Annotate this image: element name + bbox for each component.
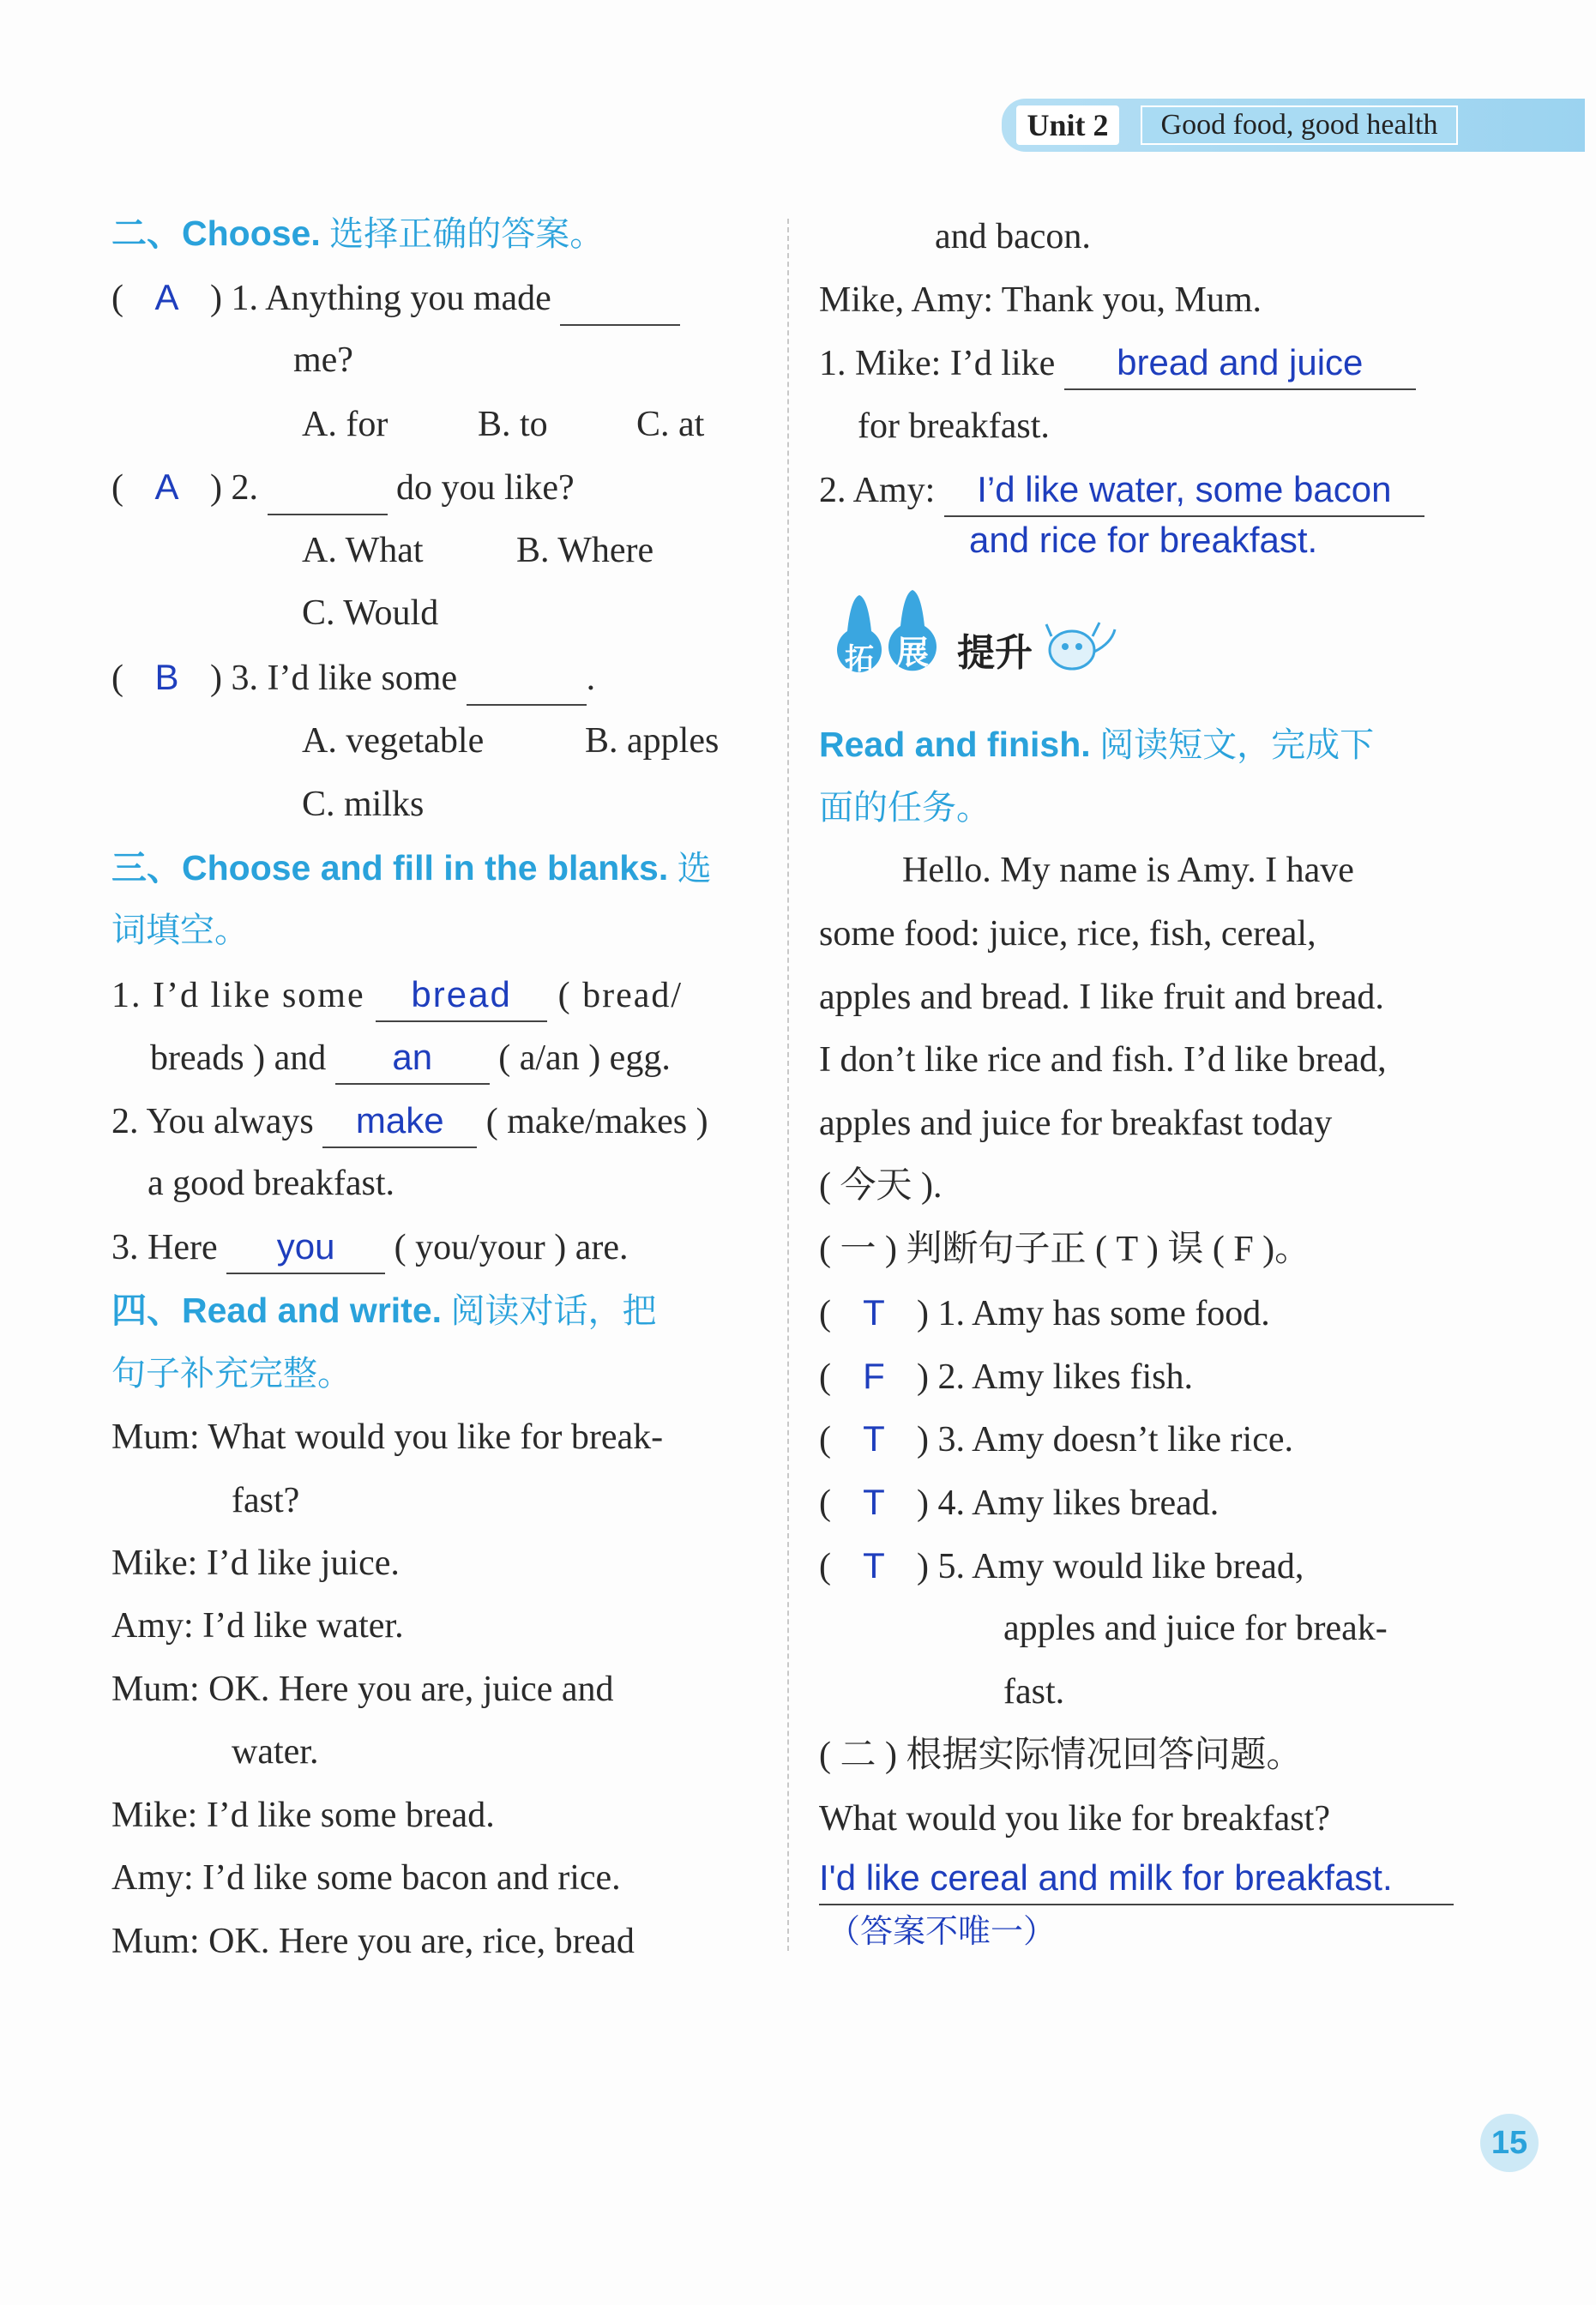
part2-answer: I'd like cereal and milk for breakfast. xyxy=(819,1852,1454,1905)
part1-heading: ( 一 ) 判断句子正 ( T ) 误 ( F )。 xyxy=(819,1230,1311,1269)
tf-row-5-cont: fast. xyxy=(1003,1672,1065,1712)
extension-badge-graphic xyxy=(815,590,1123,693)
passage-line: apples and juice for breakfast today xyxy=(819,1104,1333,1143)
dialog-line: Amy: I’d like water. xyxy=(111,1606,404,1646)
s3-3-answer: you xyxy=(226,1221,385,1274)
s3-2-answer: make xyxy=(322,1095,477,1148)
tf-row-5-cont: apples and juice for break- xyxy=(1003,1609,1388,1648)
column-divider xyxy=(787,219,789,1951)
tf-row-1: ( T ) 1. Amy has some food. xyxy=(819,1287,1270,1339)
tf-answer: T xyxy=(863,1545,885,1586)
answer-blank xyxy=(560,273,680,326)
q2-1-options: A. for B. to C. at xyxy=(302,405,705,444)
section3-heading-cont: 词填空。 xyxy=(111,911,249,950)
passage-line: I don’t like rice and fish. I’d like bread, xyxy=(819,1040,1387,1080)
q2-2-row: ( A ) 2. do you like? xyxy=(111,461,575,515)
s3-1-answer2: an xyxy=(335,1032,490,1085)
s3-1-row2: breads ) and an ( a/an ) egg. xyxy=(150,1032,671,1085)
dialog-line: fast? xyxy=(232,1481,300,1520)
passage-line: some food: juice, rice, fish, cereal, xyxy=(819,914,1316,954)
dialog-line: Mum: What would you like for break- xyxy=(111,1417,664,1457)
section3-heading: 三、Choose and fill in the blanks. 选 xyxy=(111,848,712,888)
cartoon-mascot-icon xyxy=(1046,623,1115,669)
q2-2-answer: A xyxy=(154,466,179,507)
tf-row-5: ( T ) 5. Amy would like bread, xyxy=(819,1540,1304,1592)
part2-note: （答案不唯一） xyxy=(828,1912,1057,1950)
dialog-line: Mike, Amy: Thank you, Mum. xyxy=(819,280,1262,320)
extension-badge xyxy=(815,590,1123,693)
answer-blank xyxy=(467,653,587,706)
part2-heading: ( 二 ) 根据实际情况回答问题。 xyxy=(819,1736,1303,1775)
page-number: 15 xyxy=(1480,2114,1539,2172)
tf-row-3: ( T ) 3. Amy doesn’t like rice. xyxy=(819,1413,1293,1465)
s4-q1-cont: for breakfast. xyxy=(858,406,1050,446)
s4-q2-answer-line1: I’d like water, some bacon xyxy=(944,464,1424,517)
dialog-line: Amy: I’d like some bacon and rice. xyxy=(111,1858,621,1898)
q2-2-options-ab: A. What B. Where xyxy=(302,531,654,570)
s4-q2-answer-line2: and rice for breakfast. xyxy=(969,520,1318,560)
badge-char-2: 展 xyxy=(895,634,930,671)
badge-text: 提升 xyxy=(957,631,1033,675)
s3-2-cont: a good breakfast. xyxy=(148,1164,395,1203)
part2-question: What would you like for breakfast? xyxy=(819,1799,1330,1839)
tf-answer: T xyxy=(863,1418,885,1459)
dialog-line: Mike: I’d like some bread. xyxy=(111,1796,495,1835)
section4-heading: 四、Read and write. 阅读对话，把 xyxy=(111,1291,657,1331)
part2-answer-row xyxy=(819,1852,1454,1905)
s3-1-row: 1. I’d like some bread ( bread/ xyxy=(111,969,683,1022)
q2-3-option-c: C. milks xyxy=(302,785,425,824)
s4-q2-row: 2. Amy: I’d like water, some bacon xyxy=(819,464,1424,517)
passage-line: ( 今天 ). xyxy=(819,1166,943,1206)
badge-char-1: 拓 xyxy=(845,642,874,677)
dialog-line: water. xyxy=(232,1732,319,1772)
q2-1-cont: me? xyxy=(293,340,353,380)
s3-1-answer: bread xyxy=(376,969,547,1022)
section4-heading-cont: 句子补充完整。 xyxy=(111,1354,352,1393)
tf-row-4: ( T ) 4. Amy likes bread. xyxy=(819,1477,1219,1529)
q2-1-answer: A xyxy=(154,277,179,317)
tf-answer: F xyxy=(863,1356,885,1396)
tf-answer: T xyxy=(863,1292,885,1333)
answer-blank xyxy=(268,462,388,515)
q2-3-answer: B xyxy=(154,657,179,697)
q2-3-options-ab: A. vegetable B. apples xyxy=(302,721,720,761)
passage-line: Hello. My name is Amy. I have xyxy=(902,851,1354,890)
dialog-line: Mum: OK. Here you are, juice and xyxy=(111,1670,614,1709)
s4-q1-row: 1. Mike: I’d like bread and juice xyxy=(819,337,1416,390)
dialog-line: Mum: OK. Here you are, rice, bread xyxy=(111,1922,635,1961)
unit-label: Unit 2 xyxy=(1016,105,1119,145)
tf-answer: T xyxy=(863,1482,885,1522)
s3-3-row: 3. Here you ( you/your ) are. xyxy=(111,1221,629,1274)
tf-row-2: ( F ) 2. Amy likes fish. xyxy=(819,1351,1193,1403)
section2-heading: 二、Choose. 选择正确的答案。 xyxy=(111,214,605,254)
q2-1-row: ( A ) 1. Anything you made xyxy=(111,272,680,326)
dialog-line: and bacon. xyxy=(935,217,1091,256)
unit-title: Good food, good health xyxy=(1141,105,1458,145)
s3-2-row: 2. You always make ( make/makes ) xyxy=(111,1095,708,1148)
dialog-line: Mike: I’d like juice. xyxy=(111,1544,400,1583)
q2-3-row: ( B ) 3. I’d like some . xyxy=(111,652,595,706)
passage-line: apples and bread. I like fruit and bread. xyxy=(819,978,1384,1017)
s4-q1-answer: bread and juice xyxy=(1064,337,1416,390)
extension-heading: Read and finish. 阅读短文，完成下 xyxy=(819,725,1375,765)
q2-2-option-c: C. Would xyxy=(302,593,439,633)
extension-heading-cont: 面的任务。 xyxy=(819,788,991,828)
